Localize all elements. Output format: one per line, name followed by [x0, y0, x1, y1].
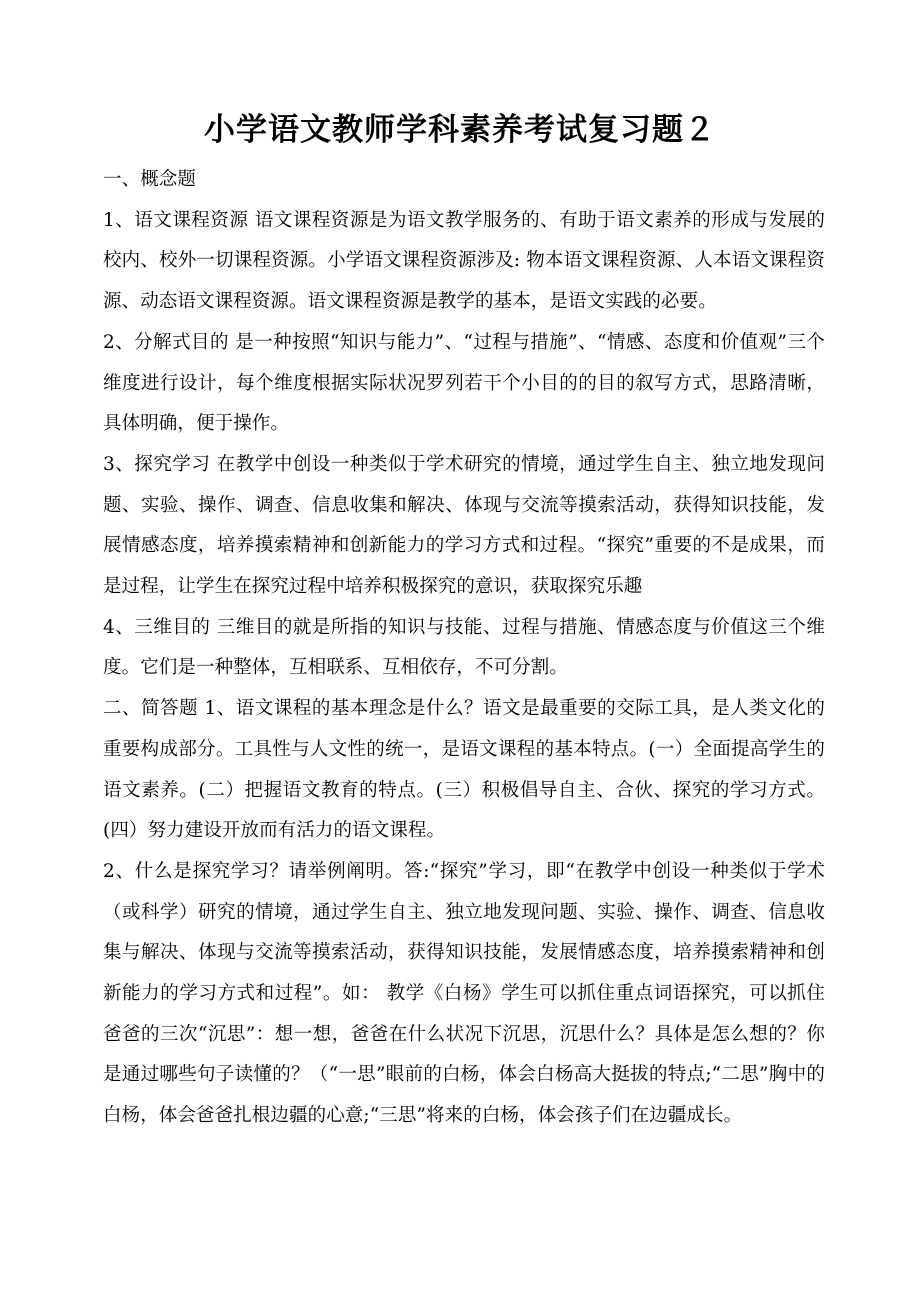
paragraph-concept-4: 4、三维目的 三维目的就是所指的知识与技能、过程与措施、情感态度与价值这三个维度。它们是一种整体，互相联系、互相依存，不可分割。 [103, 616, 825, 679]
paragraph-concept-2: 2、分解式目的 是一种按照“知识与能力”、“过程与措施”、“情感、态度和价值观”三个维度进行设计，每个维度根据实际状况罗列若干个小目的的目的叙写方式，思路清晰，具体明确，便于操作。 [103, 331, 825, 435]
section-heading-concepts: 一、概念题 [103, 169, 197, 190]
paragraph-concept-1: 1、语文课程资源 语文课程资源是为语文教学服务的、有助于语文素养的形成与发展的校内、校外一切课程资源。小学语文课程资源涉及: 物本语文课程资源、人本语文课程资源、动态语文课程资源。语文课程资源是教学的基本，是语文实践的必要。 [103, 209, 825, 313]
paragraph-short-answer-1: 二、简答题 1、语文课程的基本理念是什么？语文是最重要的交际工具，是人类文化的重要构成部分。工具性与人文性的统一，是语文课程的基本特点。(一）全面提高学生的语文素养。(二）把握语文教育的特点。(三）积极倡导自主、合伙、探究的学习方式。(四）努力建设开放而有活力的语文课程。 [103, 698, 825, 842]
page-title: 小学语文教师学科素养考试复习题２ [204, 112, 716, 148]
paragraph-short-answer-2: 2、什么是探究学习？请举例阐明。答:“探究”学习，即“在教学中创设一种类似于学术（或科学）研究的情境，通过学生自主、独立地发现问题、实验、操作、调查、信息收集与解决、体现与交流等摸索活动，获得知识技能，发展情感态度，培养摸索精神和创新能力的学习方式和过程”。如： 教学《白杨》学生可以抓住重点词语探究，可以抓住爸爸的三次“沉思”：想一想，爸爸在什么状况下沉思，沉思什么？具体是怎么想的？你是通过哪些句子读懂的？（“一思”眼前的白杨，体会白杨高大挺拔的特点;“二思”胸中的白杨，体会爸爸扎根边疆的心意;“三思”将来的白杨，体会孩子们在边疆成长。 [103, 860, 825, 1127]
paragraph-concept-3: 3、探究学习 在教学中创设一种类似于学术研究的情境，通过学生自主、独立地发现问题、实验、操作、调查、信息收集和解决、体现与交流等摸索活动，获得知识技能，发展情感态度，培养摸索精神和创新能力的学习方式和过程。“探究”重要的不是成果，而是过程，让学生在探究过程中培养积极探究的意识，获取探究乐趣 [103, 453, 825, 598]
document-body [103, 160, 825, 1137]
